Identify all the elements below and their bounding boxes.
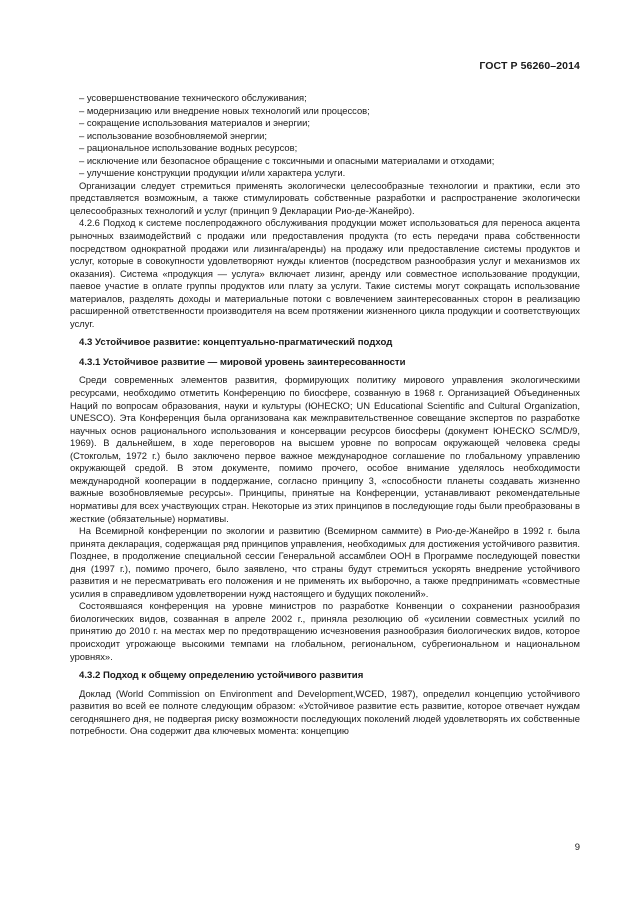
list-item: – усовершенствование технического обслуживания; <box>79 92 307 103</box>
paragraph-technologies: Организации следует стремиться применять экологически целесообразные технологии и практики, если это представляется возможным, а также стимулировать собственные разработки и распространение экологически целесообразных технологий и услуг (принцип 9 Декларации Рио-де-Жанейро). <box>70 179 580 216</box>
list-item: – улучшение конструкции продукции и/или характера услуги. <box>79 167 346 179</box>
section-heading-4-3-1: 4.3.1 Устойчивое развитие — мировой уровень заинтересованности <box>79 356 406 368</box>
list-item: – исключение или безопасное обращение с токсичными и опасными материалами и отходами; <box>79 154 495 166</box>
paragraph-rio-summit: На Всемирной конференции по экологии и развитию (Всемирном саммите) в Рио-де-Жанейро в 1992 г. была принята декларация, содержащая ряд принципов управления, необходимых для достижения устойчивого развития. Позднее, в продолжение специальной сессии Генеральной ассамблеи ООН в Программе последующей повестки дня (1997 г.), помимо прочего, было заявлено, что страны будут стремиться ускорять внедрение устойчивого развития и не пересматривать его положения и не применять их выборочно, а также предпринимать «совместные усилия в справедливом удовлетворении нужд настоящего и будущих поколений». <box>70 525 580 599</box>
page-number: 9 <box>574 842 580 853</box>
section-heading-4-3: 4.3 Устойчивое развитие: концептуально-прагматический подход <box>79 337 393 349</box>
section-heading-4-3-2: 4.3.2 Подход к общему определению устойчивого развития <box>79 670 364 682</box>
list-item: – сокращение использования материалов и энергии; <box>79 117 310 129</box>
paragraph-biosphere: Среди современных элементов развития, формирующих политику мирового управления экологическими ресурсами, необходимо отметить Конференцию по биосфере, созванную в 1968 г. Организацией Объединенных Наций по вопросам образования, науки и культуры (ЮНЕСКО; UN Educational Scientific and Cultural Organization, UNESCO). Эта Конференция была организована как межправительственное совещание экспертов по разработке научных основ рационального использования и консервации ресурсов биосферы (документ ЮНЕСКО SC/MD/9, 1969). В дальнейшем, в ходе переговоров на высшем уровне по вопросам окружающей человека среды (Стокгольм, 1972 г.) было заключено первое важное международное соглашение по глобальному управлению окружающей средой. В этом документе, помимо прочего, особое внимание уделялось необходимости международной кооперации в поддержание, согласно принципу 3, «способности планеты создавать жизненно важные возобновляемые ресурсы». Принципы, принятые на Конференции, устанавливают рекомендательные нормативы для всех участвующих стран. Некоторые из этих принципов в последующие годы были преобразованы в жесткие (обязательные) нормативы. <box>70 374 580 524</box>
standard-number: ГОСТ Р 56260–2014 <box>479 60 580 72</box>
paragraph-wced: Доклад (World Commission on Environment and Development,WCED, 1987), определил концепцию устойчивого развития во всей ее полноте следующим образом: «Устойчивое развитие есть развитие, которое отвечает нуждам сегодняшнего дня, не подвергая риску возможности последующих поколений людей удовлетворять их собственные потребности. Она содержит два ключевых момента: концепцию <box>70 687 580 737</box>
paragraph-biodiversity: Состоявшаяся конференция на уровне министров по разработке Конвенции о сохранении разнообразия биологических видов, созванная в апреле 2002 г., приняла резолюцию об «усилении совместных усилий по принятию до 2010 г. на местах мер по предотвращению исчезновения разнообразия биологических видов, которое происходит угрожающе высокими темпами на глобальном, региональном, субрегиональном и национальном уровнях». <box>70 600 580 662</box>
list-item: – модернизацию или внедрение новых технологий или процессов; <box>79 104 370 116</box>
page-body <box>70 92 580 738</box>
paragraph-4-2-6: 4.2.6 Подход к системе послепродажного обслуживания продукции может использоваться для переноса акцента рыночных взаимодействий с продажи или предоставления продукта (то есть передачи права собственности посредством однократной продажи или лизинга/аренды) на продажу или предоставление системы продуктов и услуг, которые в совокупности удовлетворяют нужды клиентов (посредством разнообразия услуг и механизмов их оказания). Система «продукция — услуга» включает лизинг, аренду или совместное использование продукции, паевое участие в оплате группы продуктов или плату за услуги. Такие системы могут сокращать использование материалов, разделять доходы и материальные потоки с вовлечением заинтересованных сторон в реализацию расширенной ответственности производителя на всем протяжении жизненного цикла продукции и соответствующих услуг. <box>70 217 580 329</box>
list-item: – использование возобновляемой энергии; <box>79 129 267 141</box>
list-item: – рациональное использование водных ресурсов; <box>79 142 298 154</box>
